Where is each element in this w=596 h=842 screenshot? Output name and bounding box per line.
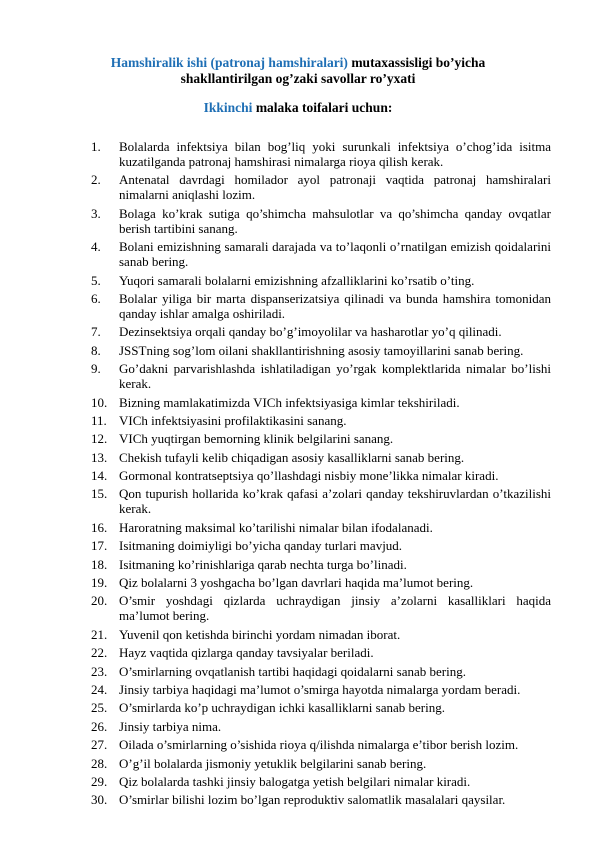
question-number: 26.: [91, 718, 108, 734]
question-number: 19.: [91, 575, 108, 591]
question-text: Jinsiy tarbiya haqidagi ma’lumot o’smirga hayotda nimalarga yordam beradi.: [119, 681, 521, 697]
question-number: 22.: [91, 645, 108, 661]
question-number: 5.: [91, 272, 101, 288]
subtitle-suffix: malaka toifalari uchun:: [252, 100, 393, 115]
question-text: Yuvenil qon ketishda birinchi yordam nimadan iborat.: [119, 626, 401, 642]
question-item: [91, 172, 551, 202]
question-item: [91, 291, 551, 321]
question-number: 9.: [91, 361, 101, 377]
question-number: 28.: [91, 755, 108, 771]
question-text: Bizning mamlakatimizda VICh infektsiyasiga kimlar tekshiriladi.: [119, 394, 460, 410]
question-number: 13.: [91, 449, 108, 465]
question-number: 11.: [91, 412, 107, 428]
document-subtitle: [0, 100, 596, 116]
question-item: [91, 486, 551, 516]
question-item: [91, 324, 551, 339]
question-item: [91, 413, 551, 428]
question-text: O’smirlar bilishi lozim bo’lgan reproduktiv salomatlik masalalari qaysilar.: [119, 792, 506, 808]
question-item: [91, 395, 551, 410]
question-item: [91, 343, 551, 358]
document-title: [0, 55, 596, 71]
question-number: 15.: [91, 486, 108, 502]
question-number: 24.: [91, 681, 108, 697]
question-item: [91, 682, 551, 697]
question-number: 1.: [91, 139, 101, 154]
question-text: Bolalarda infektsiya bilan bog’liq yoki surunkali infektsiya o’chog’ida isitma kuzatilganda patronaj hamshirasi nimalarga rioya qilish kerak.: [119, 139, 551, 169]
document-title-line-2: shakllantirilgan og’zaki savollar ro’yxati: [180, 71, 416, 86]
question-number: 25.: [91, 700, 108, 716]
question-text: O’smirlarning ovqatlanish tartibi haqidagi qoidalarni sanab bering.: [119, 663, 466, 679]
subtitle-category: Ikkinchi: [203, 100, 253, 115]
question-item: [91, 664, 551, 679]
question-text: Yuqori samarali bolalarni emizishning afzalliklarini ko’rsatib o’ting.: [119, 272, 475, 288]
question-item: [91, 450, 551, 465]
question-text: VICh yuqtirgan bemorning klinik belgilarini sanang.: [119, 431, 394, 447]
title-suffix: mutaxassisligi bo’yicha: [347, 55, 486, 70]
question-item: [91, 520, 551, 535]
question-list: [91, 139, 551, 811]
question-text: Go’dakni parvarishlashda ishlatiladigan yo’rgak komplektlarida nimalar bo’lishi kerak.: [119, 361, 551, 392]
question-number: 16.: [91, 519, 108, 535]
question-text: Bolalar yiliga bir marta dispanserizatsiya qilinadi va bunda hamshira tomonidan qanday ishlar amalga oshiriladi.: [119, 290, 551, 321]
question-text: Qon tupurish hollarida ko’krak qafasi a’zolari qanday tekshiruvlardan o’tkazilishi kerak.: [119, 486, 551, 517]
question-text: Hayz vaqtida qizlarga qanday tavsiyalar beriladi.: [119, 645, 374, 661]
question-item: [91, 538, 551, 553]
question-item: [91, 627, 551, 642]
question-text: Oilada o’smirlarning o’sishida rioya q/ilishda nimalarga e’tibor berish lozim.: [119, 737, 519, 753]
question-text: Isitmaning doimiyligi bo’yicha qanday turlari mavjud.: [119, 538, 403, 554]
question-number: 4.: [91, 239, 101, 255]
question-text: VICh infektsiyasini profilaktikasini sanang.: [119, 412, 347, 428]
question-text: Qiz bolalarni 3 yoshgacha bo’lgan davrlari haqida ma’lumot bering.: [119, 575, 474, 591]
question-text: Haroratning maksimal ko’tarilishi nimalar bilan ifodalanadi.: [119, 519, 433, 535]
question-item: [91, 431, 551, 446]
question-item: [91, 645, 551, 660]
question-text: Antenatal davrdagi homilador ayol patronaji vaqtida patronaj hamshiralari nimalarni aniqlashi lozim.: [119, 172, 551, 203]
question-item: [91, 206, 551, 236]
question-number: 7.: [91, 324, 101, 340]
question-text: Bolani emizishning samarali darajada va to’laqonli o’rnatilgan emizish qoidalarini sanab bering.: [119, 239, 551, 270]
question-text: O’smirlarda ko’p uchraydigan ichki kasalliklarni sanab bering.: [119, 700, 445, 716]
question-item: [91, 700, 551, 715]
question-item: [91, 575, 551, 590]
question-number: 27.: [91, 737, 108, 753]
question-number: 8.: [91, 342, 101, 358]
question-text: O’smir yoshdagi qizlarda uchraydigan jinsiy a’zolarni kasalliklari haqida ma’lumot bering.: [119, 593, 551, 624]
question-item: [91, 557, 551, 572]
question-item: [91, 273, 551, 288]
question-item: [91, 774, 551, 789]
question-number: 14.: [91, 468, 108, 484]
question-number: 2.: [91, 172, 101, 188]
question-text: O’g’il bolalarda jismoniy yetuklik belgilarini sanab bering.: [119, 755, 427, 771]
question-number: 6.: [91, 290, 101, 306]
question-item: [91, 139, 551, 169]
question-item: [91, 737, 551, 752]
question-number: 29.: [91, 773, 108, 789]
question-text: Qiz bolalarda tashki jinsiy balogatga yetish belgilari nimalar kiradi.: [119, 773, 471, 789]
question-number: 10.: [91, 394, 108, 410]
title-specialty: Hamshiralik ishi (patronaj hamshiralari): [110, 55, 348, 70]
question-item: [91, 239, 551, 269]
question-text: Gormonal kontratseptsiya qo’llashdagi nisbiy mone’likka nimalar kiradi.: [119, 468, 499, 484]
question-item: [91, 593, 551, 623]
question-text: Jinsiy tarbiya nima.: [119, 718, 222, 734]
question-number: 18.: [91, 556, 108, 572]
question-number: 3.: [91, 205, 101, 221]
question-number: 20.: [91, 593, 108, 609]
question-item: [91, 756, 551, 771]
question-text: Chekish tufayli kelib chiqadigan asosiy kasalliklarni sanab bering.: [119, 449, 465, 465]
question-text: Dezinsektsiya orqali qanday bo’g’imoyolilar va hasharotlar yo’q qilinadi.: [119, 324, 502, 340]
question-number: 23.: [91, 663, 108, 679]
question-item: [91, 468, 551, 483]
question-number: 12.: [91, 431, 108, 447]
question-text: JSSTning sog’lom oilani shakllantirishning asosiy tamoyillarini sanab bering.: [119, 342, 524, 358]
question-item: [91, 792, 551, 807]
question-item: [91, 719, 551, 734]
question-number: 17.: [91, 538, 108, 554]
question-text: Bolaga ko’krak sutiga qo’shimcha mahsulotlar va qo’shimcha qanday ovqatlar berish tartibini sanang.: [119, 205, 551, 236]
question-number: 30.: [91, 792, 108, 808]
question-item: [91, 361, 551, 391]
question-text: Isitmaning ko’rinishlariga qarab nechta turga bo’linadi.: [119, 556, 407, 572]
question-number: 21.: [91, 626, 108, 642]
